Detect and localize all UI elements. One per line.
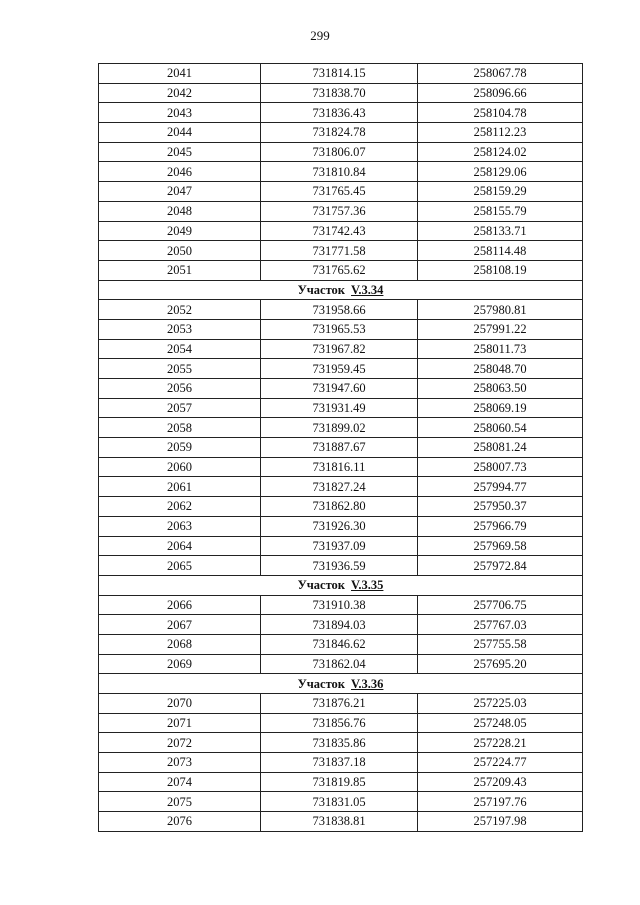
point-number-cell: 2061 (99, 477, 261, 497)
table-row (99, 536, 583, 556)
point-number-cell: 2075 (99, 792, 261, 812)
y-coordinate-cell: 258112.23 (418, 123, 583, 143)
x-coordinate-cell: 731910.38 (261, 595, 418, 615)
point-number-cell: 2067 (99, 615, 261, 635)
table-row (99, 694, 583, 714)
x-coordinate-cell: 731862.04 (261, 654, 418, 674)
section-code: V.3.36 (351, 676, 384, 691)
x-coordinate-cell: 731831.05 (261, 792, 418, 812)
table-row (99, 359, 583, 379)
table-row (99, 438, 583, 458)
table-row (99, 182, 583, 202)
section-header (99, 674, 583, 694)
table-row (99, 615, 583, 635)
table-row (99, 162, 583, 182)
x-coordinate-cell: 731765.62 (261, 260, 418, 280)
point-number-cell: 2060 (99, 457, 261, 477)
table-row (99, 595, 583, 615)
table-row (99, 792, 583, 812)
point-number-cell: 2072 (99, 733, 261, 753)
point-number-cell: 2053 (99, 319, 261, 339)
section-header-row (99, 280, 583, 300)
point-number-cell: 2046 (99, 162, 261, 182)
point-number-cell: 2050 (99, 241, 261, 261)
section-header (99, 575, 583, 595)
table-row (99, 812, 583, 832)
table-row (99, 733, 583, 753)
x-coordinate-cell: 731835.86 (261, 733, 418, 753)
table-row (99, 201, 583, 221)
coordinates-table (98, 63, 583, 832)
x-coordinate-cell: 731771.58 (261, 241, 418, 261)
y-coordinate-cell: 258063.50 (418, 379, 583, 399)
point-number-cell: 2062 (99, 497, 261, 517)
page-number: 299 (310, 28, 330, 43)
x-coordinate-cell: 731965.53 (261, 319, 418, 339)
section-label: Участок (297, 676, 346, 691)
point-number-cell: 2041 (99, 64, 261, 84)
table-row (99, 319, 583, 339)
y-coordinate-cell: 258069.19 (418, 398, 583, 418)
x-coordinate-cell: 731806.07 (261, 142, 418, 162)
table-row (99, 221, 583, 241)
point-number-cell: 2049 (99, 221, 261, 241)
y-coordinate-cell: 257994.77 (418, 477, 583, 497)
y-coordinate-cell: 258159.29 (418, 182, 583, 202)
x-coordinate-cell: 731926.30 (261, 516, 418, 536)
x-coordinate-cell: 731814.15 (261, 64, 418, 84)
point-number-cell: 2043 (99, 103, 261, 123)
section-label: Участок (297, 282, 346, 297)
point-number-cell: 2048 (99, 201, 261, 221)
x-coordinate-cell: 731837.18 (261, 753, 418, 773)
table-row (99, 418, 583, 438)
y-coordinate-cell: 257767.03 (418, 615, 583, 635)
table-row (99, 516, 583, 536)
point-number-cell: 2070 (99, 694, 261, 714)
table-row (99, 457, 583, 477)
x-coordinate-cell: 731856.76 (261, 713, 418, 733)
table-row (99, 497, 583, 517)
table-row (99, 713, 583, 733)
x-coordinate-cell: 731887.67 (261, 438, 418, 458)
table-row (99, 142, 583, 162)
section-header-row (99, 575, 583, 595)
point-number-cell: 2076 (99, 812, 261, 832)
y-coordinate-cell: 257695.20 (418, 654, 583, 674)
y-coordinate-cell: 257980.81 (418, 300, 583, 320)
table-row (99, 64, 583, 84)
x-coordinate-cell: 731967.82 (261, 339, 418, 359)
x-coordinate-cell: 731824.78 (261, 123, 418, 143)
point-number-cell: 2051 (99, 260, 261, 280)
y-coordinate-cell: 258124.02 (418, 142, 583, 162)
y-coordinate-cell: 258114.48 (418, 241, 583, 261)
y-coordinate-cell: 257706.75 (418, 595, 583, 615)
x-coordinate-cell: 731894.03 (261, 615, 418, 635)
x-coordinate-cell: 731931.49 (261, 398, 418, 418)
table-row (99, 753, 583, 773)
section-header-row (99, 674, 583, 694)
table-row (99, 339, 583, 359)
point-number-cell: 2045 (99, 142, 261, 162)
y-coordinate-cell: 257950.37 (418, 497, 583, 517)
x-coordinate-cell: 731765.45 (261, 182, 418, 202)
point-number-cell: 2069 (99, 654, 261, 674)
table-row (99, 83, 583, 103)
point-number-cell: 2044 (99, 123, 261, 143)
x-coordinate-cell: 731937.09 (261, 536, 418, 556)
y-coordinate-cell: 257969.58 (418, 536, 583, 556)
y-coordinate-cell: 257755.58 (418, 634, 583, 654)
y-coordinate-cell: 257224.77 (418, 753, 583, 773)
table-row (99, 398, 583, 418)
y-coordinate-cell: 257991.22 (418, 319, 583, 339)
point-number-cell: 2071 (99, 713, 261, 733)
y-coordinate-cell: 258081.24 (418, 438, 583, 458)
point-number-cell: 2056 (99, 379, 261, 399)
point-number-cell: 2054 (99, 339, 261, 359)
y-coordinate-cell: 258129.06 (418, 162, 583, 182)
table-row (99, 123, 583, 143)
table-row (99, 634, 583, 654)
point-number-cell: 2074 (99, 772, 261, 792)
point-number-cell: 2073 (99, 753, 261, 773)
y-coordinate-cell: 258133.71 (418, 221, 583, 241)
point-number-cell: 2052 (99, 300, 261, 320)
y-coordinate-cell: 258011.73 (418, 339, 583, 359)
x-coordinate-cell: 731838.81 (261, 812, 418, 832)
y-coordinate-cell: 257225.03 (418, 694, 583, 714)
y-coordinate-cell: 257197.76 (418, 792, 583, 812)
table-row (99, 477, 583, 497)
x-coordinate-cell: 731819.85 (261, 772, 418, 792)
x-coordinate-cell: 731958.66 (261, 300, 418, 320)
point-number-cell: 2059 (99, 438, 261, 458)
y-coordinate-cell: 258096.66 (418, 83, 583, 103)
x-coordinate-cell: 731862.80 (261, 497, 418, 517)
point-number-cell: 2057 (99, 398, 261, 418)
y-coordinate-cell: 258067.78 (418, 64, 583, 84)
y-coordinate-cell: 258048.70 (418, 359, 583, 379)
table-row (99, 300, 583, 320)
y-coordinate-cell: 257248.05 (418, 713, 583, 733)
point-number-cell: 2063 (99, 516, 261, 536)
table-row (99, 260, 583, 280)
x-coordinate-cell: 731846.62 (261, 634, 418, 654)
x-coordinate-cell: 731899.02 (261, 418, 418, 438)
x-coordinate-cell: 731810.84 (261, 162, 418, 182)
y-coordinate-cell: 258104.78 (418, 103, 583, 123)
y-coordinate-cell: 258155.79 (418, 201, 583, 221)
x-coordinate-cell: 731959.45 (261, 359, 418, 379)
y-coordinate-cell: 258007.73 (418, 457, 583, 477)
x-coordinate-cell: 731816.11 (261, 457, 418, 477)
point-number-cell: 2064 (99, 536, 261, 556)
y-coordinate-cell: 257197.98 (418, 812, 583, 832)
section-label: Участок (297, 578, 346, 593)
y-coordinate-cell: 257972.84 (418, 556, 583, 576)
table-row (99, 241, 583, 261)
y-coordinate-cell: 258108.19 (418, 260, 583, 280)
table-row (99, 772, 583, 792)
section-header (99, 280, 583, 300)
x-coordinate-cell: 731947.60 (261, 379, 418, 399)
y-coordinate-cell: 257209.43 (418, 772, 583, 792)
point-number-cell: 2055 (99, 359, 261, 379)
x-coordinate-cell: 731936.59 (261, 556, 418, 576)
y-coordinate-cell: 257966.79 (418, 516, 583, 536)
table-row (99, 654, 583, 674)
coordinates-table-body (99, 64, 583, 832)
x-coordinate-cell: 731836.43 (261, 103, 418, 123)
section-code: V.3.35 (351, 578, 384, 593)
x-coordinate-cell: 731876.21 (261, 694, 418, 714)
point-number-cell: 2047 (99, 182, 261, 202)
point-number-cell: 2042 (99, 83, 261, 103)
point-number-cell: 2058 (99, 418, 261, 438)
table-row (99, 103, 583, 123)
x-coordinate-cell: 731827.24 (261, 477, 418, 497)
table-row (99, 556, 583, 576)
point-number-cell: 2066 (99, 595, 261, 615)
point-number-cell: 2065 (99, 556, 261, 576)
point-number-cell: 2068 (99, 634, 261, 654)
x-coordinate-cell: 731757.36 (261, 201, 418, 221)
section-code: V.3.34 (351, 282, 384, 297)
x-coordinate-cell: 731838.70 (261, 83, 418, 103)
table-row (99, 379, 583, 399)
x-coordinate-cell: 731742.43 (261, 221, 418, 241)
y-coordinate-cell: 257228.21 (418, 733, 583, 753)
y-coordinate-cell: 258060.54 (418, 418, 583, 438)
